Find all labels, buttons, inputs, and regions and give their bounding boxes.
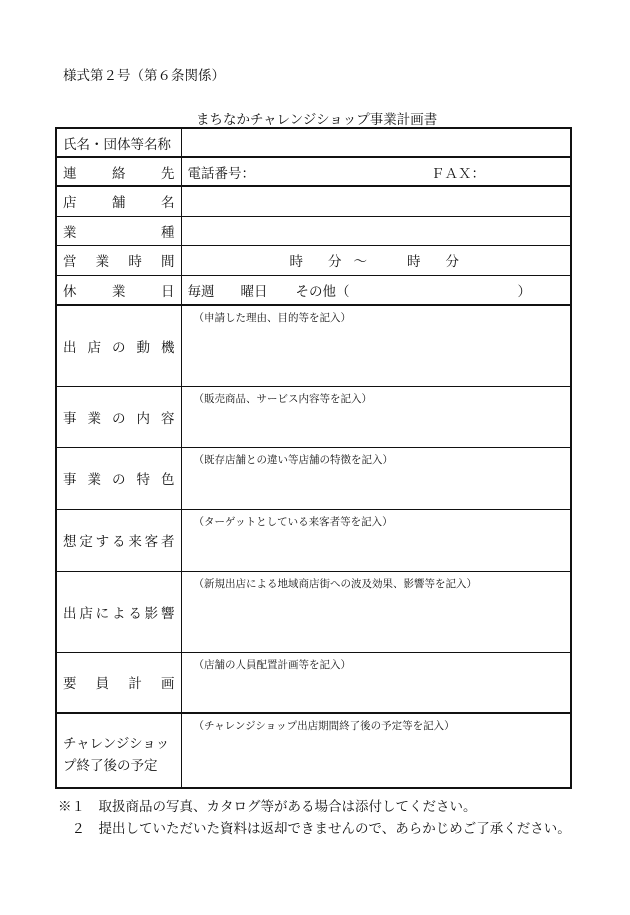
content-field[interactable]	[181, 386, 571, 447]
impact-field[interactable]	[181, 571, 571, 652]
holiday-close: ）	[517, 283, 531, 300]
feature-field[interactable]	[181, 447, 571, 509]
row-staff	[56, 652, 571, 713]
hours-start-minute: 分	[328, 254, 342, 270]
hours-tilde: ～	[353, 254, 367, 270]
impact-note: （新規出店による地域商店街への波及効果、影響等を記入）	[193, 577, 477, 590]
holiday-other: その他（	[295, 283, 350, 300]
row-hours	[56, 245, 571, 275]
footnotes	[58, 795, 571, 839]
row-impact	[56, 571, 571, 652]
staff-field[interactable]	[181, 652, 571, 713]
label-content: 事 業 の 内 容	[56, 386, 181, 447]
row-industry	[56, 216, 571, 245]
customers-field[interactable]	[181, 509, 571, 571]
row-content	[56, 386, 571, 447]
customers-note: （ターゲットとしている来客者等を記入）	[193, 515, 393, 528]
form-number: 様式第２号（第６条関係）	[63, 68, 225, 84]
holiday-weekday: 曜日	[240, 283, 268, 300]
label-hours: 営 業 時 間	[56, 245, 181, 275]
label-staff: 要 員 計 画	[56, 652, 181, 713]
after-field[interactable]	[181, 713, 571, 788]
motive-field[interactable]	[181, 305, 571, 386]
name-field[interactable]	[181, 128, 571, 157]
row-motive	[56, 305, 571, 386]
row-customers	[56, 509, 571, 571]
holiday-field[interactable]	[181, 275, 571, 305]
label-name: 氏名・団体等名称	[56, 128, 181, 157]
document-title: まちなかチャレンジショップ事業計画書	[196, 112, 438, 128]
hours-start-hour: 時	[289, 254, 303, 270]
hours-field[interactable]	[181, 245, 571, 275]
label-industry: 業 種	[56, 216, 181, 245]
row-store	[56, 186, 571, 216]
phone-label: 電話番号：	[187, 165, 255, 182]
label-contact: 連 絡 先	[56, 157, 181, 186]
contact-field[interactable]	[181, 157, 571, 186]
row-name	[56, 128, 571, 157]
label-motive: 出 店 の 動 機	[56, 305, 181, 386]
label-holiday: 休 業 日	[56, 275, 181, 305]
label-impact: 出 店 に よ る 影 響	[56, 571, 181, 652]
motive-note: （申請した理由、目的等を記入）	[193, 312, 351, 324]
footnote-1: ※１ 取扱商品の写真、カタログ等がある場合は添付してください。	[58, 799, 477, 815]
industry-field[interactable]	[181, 216, 571, 245]
row-feature	[56, 447, 571, 509]
hours-end-hour: 時	[407, 254, 421, 270]
footnote-2: ２ 提出していただいた資料は返却できませんので、あらかじめご了承ください。	[58, 821, 571, 837]
feature-note: （既存店舗との違い等店舗の特徴を記入）	[193, 453, 393, 466]
holiday-weekly: 毎週	[187, 283, 215, 300]
label-store: 店 舗 名	[56, 186, 181, 216]
staff-note: （店舗の人員配置計画等を記入）	[193, 658, 351, 671]
hours-end-minute: 分	[445, 254, 459, 270]
row-contact	[56, 157, 571, 186]
application-form-table	[55, 127, 572, 789]
label-customers: 想 定 す る 来 客 者	[56, 509, 181, 571]
row-after	[56, 713, 571, 788]
label-after: チャレンジショッ プ終了後の予定	[56, 713, 181, 788]
row-holiday	[56, 275, 571, 305]
store-name-field[interactable]	[181, 186, 571, 216]
after-note: （チャレンジショップ出店期間終了後の予定等を記入）	[193, 720, 455, 732]
label-feature: 事 業 の 特 色	[56, 447, 181, 509]
fax-label: ＦＡＸ：	[431, 165, 485, 182]
content-note: （販売商品、サービス内容等を記入）	[193, 392, 372, 405]
